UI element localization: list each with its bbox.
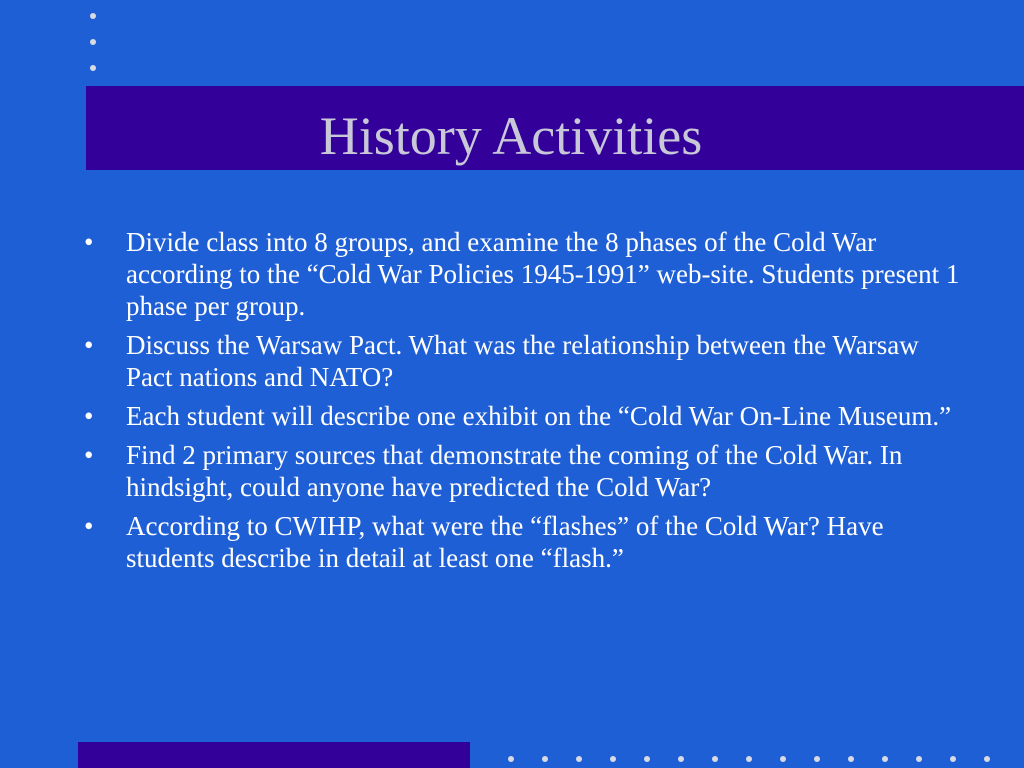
decorative-dot	[848, 756, 854, 762]
bullet-list	[82, 226, 962, 581]
list-item	[82, 226, 962, 322]
footer-bar	[78, 742, 470, 768]
bullet-text: Divide class into 8 groups, and examine the 8 phases of the Cold War according to the “Cold War Policies 1945-1991” web-site. Students present 1 phase per group.	[126, 227, 960, 321]
list-item	[82, 439, 962, 503]
list-item	[82, 400, 962, 432]
decorative-dot	[678, 756, 684, 762]
decorative-dot	[610, 756, 616, 762]
decorative-dot	[712, 756, 718, 762]
bullet-icon: •	[84, 227, 94, 257]
decorative-dot	[984, 756, 990, 762]
decorative-dot	[950, 756, 956, 762]
bullet-text: Each student will describe one exhibit on the “Cold War On-Line Museum.”	[126, 401, 952, 431]
decorative-dot	[90, 13, 96, 19]
bullet-icon: •	[84, 401, 94, 431]
decorative-dot	[746, 756, 752, 762]
list-item	[82, 510, 962, 574]
slide-title: History Activities	[319, 106, 703, 166]
bullet-text: According to CWIHP, what were the “flashes” of the Cold War? Have students describe in detail at least one “flash.”	[126, 511, 884, 573]
bullet-text: Find 2 primary sources that demonstrate the coming of the Cold War. In hindsight, could anyone have predicted the Cold War?	[126, 440, 903, 502]
decorative-dot	[882, 756, 888, 762]
decorative-dot	[90, 65, 96, 71]
bullet-icon: •	[84, 440, 94, 470]
decorative-dot	[508, 756, 514, 762]
decorative-dot	[542, 756, 548, 762]
decorative-dot	[576, 756, 582, 762]
decorative-dot	[644, 756, 650, 762]
bullet-icon: •	[84, 330, 94, 360]
decorative-dot	[814, 756, 820, 762]
decorative-dot	[916, 756, 922, 762]
decorative-dot	[780, 756, 786, 762]
list-item	[82, 329, 962, 393]
bullet-text: Discuss the Warsaw Pact. What was the relationship between the Warsaw Pact nations and NATO?	[126, 330, 919, 392]
decorative-dot	[90, 39, 96, 45]
bullet-icon: •	[84, 511, 94, 541]
